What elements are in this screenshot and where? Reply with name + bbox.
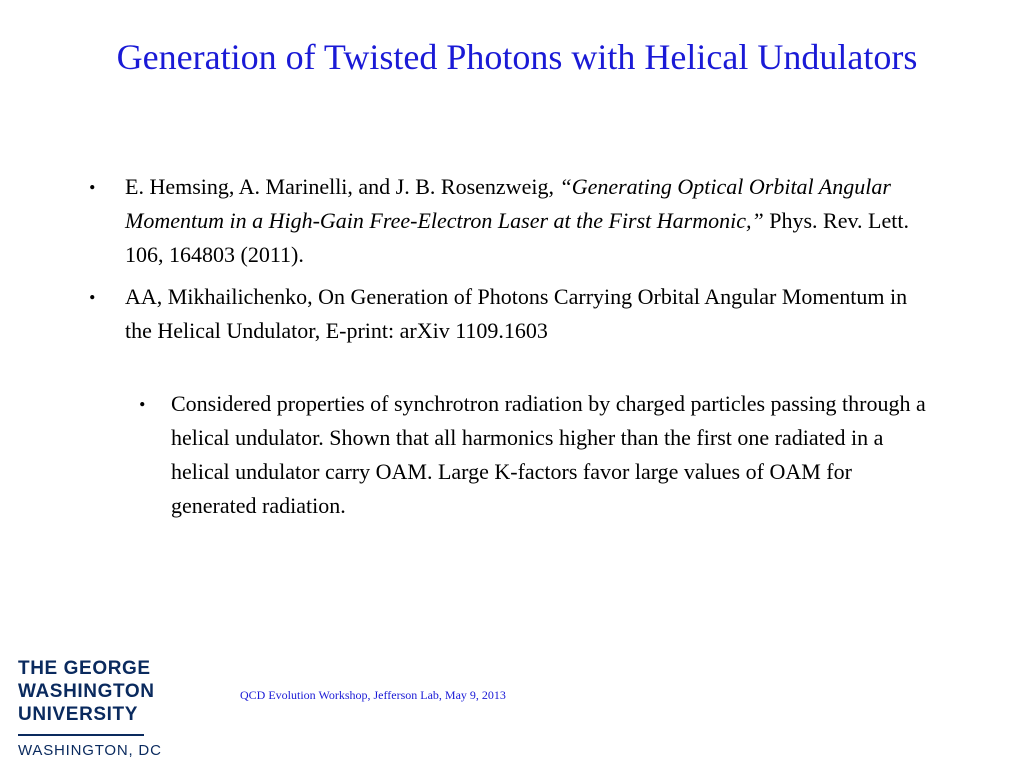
reference-text: AA, Mikhailichenko, On Generation of Photons Carrying Orbital Angular Momentum in the Helical Undulator, E-print: arXiv 1109.1603 xyxy=(125,284,908,343)
bullet-marker: . xyxy=(139,383,146,412)
reference-paper-title: “Generating Optical Orbital Angular Momentum in a High-Gain Free-Electron Laser at the First Harmonic,” xyxy=(125,174,891,233)
logo-divider xyxy=(18,734,144,736)
logo-line-2: WASHINGTON xyxy=(18,681,155,702)
bullet-marker: . xyxy=(89,276,96,305)
slide-title: Generation of Twisted Photons with Helical Undulators xyxy=(116,37,918,77)
slide-footer: QCD Evolution Workshop, Jefferson Lab, May 9, 2013 xyxy=(240,688,506,702)
reference-authors: E. Hemsing, A. Marinelli, and J. B. Rosenzweig, xyxy=(125,174,560,199)
bullet-hemsing-reference xyxy=(89,166,945,272)
logo-line-3: UNIVERSITY xyxy=(18,704,139,725)
bullet-mikhailichenko-reference xyxy=(89,276,925,348)
logo-line-1: THE GEORGE xyxy=(18,658,151,679)
sub-bullet-summary xyxy=(139,383,941,523)
bullet-marker: . xyxy=(89,166,96,195)
logo-location: WASHINGTON, DC xyxy=(18,742,162,759)
summary-text: Considered properties of synchrotron radiation by charged particles passing through a helical undulator. Shown that all harmonics higher than the first one radiated in a helical undulator carry OAM. Large K-factors favor large values of OAM for generated radiation. xyxy=(171,391,926,518)
university-logo xyxy=(18,657,162,760)
reference-journal: Phys. Rev. Lett. 106, 164803 (2011). xyxy=(125,208,909,267)
